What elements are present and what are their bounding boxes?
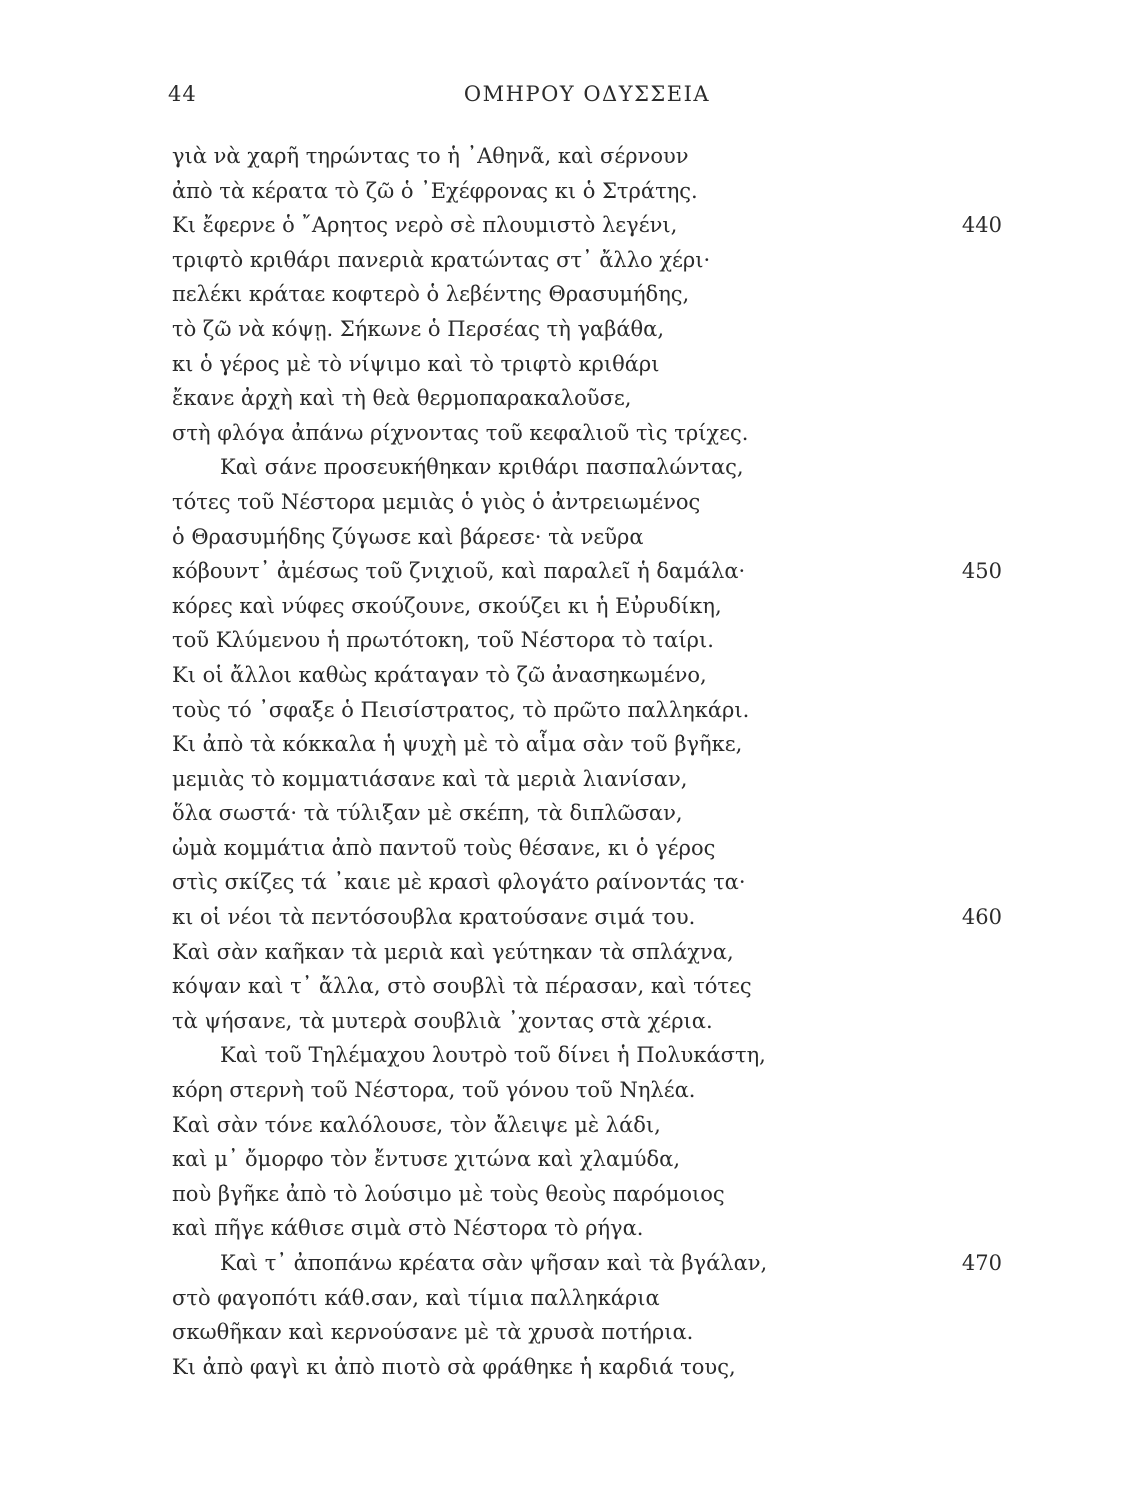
line-number: 470 [961,1251,1002,1275]
verse-text: καὶ μ᾿ ὄμορφο τὸν ἔντυσε χιτώνα καὶ χλαμύδα, [172,1147,681,1172]
verse-line [172,1246,1012,1281]
verse-text: κόψαν καὶ τ᾿ ἄλλα, στὸ σουβλὶ τὰ πέρασαν, καὶ τότες [172,974,752,999]
verse-text: ἀπὸ τὰ κέρατα τὸ ζῶ ὁ ᾿Εχέφρονας κι ὁ Στράτης. [172,178,698,203]
verse-line [172,623,1012,658]
verse-line [172,1315,1012,1350]
line-number: 440 [961,213,1002,238]
verse-line [172,1073,1012,1108]
verse-line [172,347,1012,382]
verse-text: στὴ φλόγα ἀπάνω ρίχνοντας τοῦ κεφαλιοῦ τὶς τρίχες. [172,420,749,445]
verse-line [172,416,1012,451]
verse-line [172,277,1012,312]
verse-line [172,243,1012,278]
verse-text: τοὺς τό ᾿σφαξε ὁ Πεισίστρατος, τὸ πρῶτο παλληκάρι. [172,697,750,722]
verse-text: ποὺ βγῆκε ἀπὸ τὸ λούσιμο μὲ τοὺς θεοὺς παρόμοιος [172,1181,725,1206]
verse-text: Κι ἀπὸ τὰ κόκκαλα ἡ ψυχὴ μὲ τὸ αἷμα σὰν τοῦ βγῆκε, [172,732,743,757]
verse-line [172,520,1012,555]
verse-text: Κι ἀπὸ φαγὶ κι ἀπὸ πιοτὸ σὰ φράθηκε ἡ καρδιά τους, [172,1354,736,1379]
running-title: ΟΜΗΡΟΥ ΟΔΥΣΣΕΙΑ [463,82,711,106]
verse-line [172,208,1012,243]
verse-text: Καὶ σὰν τόνε καλόλουσε, τὸν ἄλειψε μὲ λάδι, [172,1112,661,1137]
verse-text: Κι ἔφερνε ὁ ῎Αρητος νερὸ σὲ πλουμιστὸ λεγένι, [172,213,678,238]
verse-line [172,485,1012,520]
verse-text: γιὰ νὰ χαρῆ τηρώντας το ἡ ᾿Αθηνᾶ, καὶ σέρνουν [172,144,689,168]
verse-text: Καὶ σάνε προσευκήθηκαν κριθάρι πασπαλώντας, [220,455,744,480]
verse-line [172,1211,1012,1246]
verse-text: μεμιὰς τὸ κομματιάσανε καὶ τὰ μεριὰ λιανίσαν, [172,766,688,791]
verse-block [172,139,1012,1384]
verse-text: τοῦ Κλύμενου ἡ πρωτότοκη, τοῦ Νέστορα τὸ ταίρι. [172,628,714,653]
verse-line [172,1004,1012,1039]
verse-line [172,174,1012,209]
verse-line [172,1142,1012,1177]
verse-line [172,658,1012,693]
verse-line [172,796,1012,831]
verse-text: τότες τοῦ Νέστορα μεμιὰς ὁ γιὸς ὁ ἀντρειωμένος [172,489,701,514]
verse-text: ὠμὰ κομμάτια ἀπὸ παντοῦ τοὺς θέσανε, κι ὁ γέρος [172,835,716,860]
verse-line [172,381,1012,416]
verse-line [172,139,1012,174]
verse-line [172,762,1012,797]
verse-text: ὅλα σωστά· τὰ τύλιξαν μὲ σκέπη, τὰ διπλῶσαν, [172,801,683,826]
verse-line [172,1350,1012,1385]
verse-text: τὸ ζῶ νὰ κόψῃ. Σήκωνε ὁ Περσέας τὴ γαβάθα, [172,316,665,341]
verse-line [172,1177,1012,1212]
line-number: 450 [961,559,1002,584]
verse-line [172,589,1012,624]
verse-text: στὶς σκίζες τά ᾿καιε μὲ κρασὶ φλογάτο ραίνοντάς τα· [172,870,746,895]
verse-text: Καὶ τοῦ Τηλέμαχου λουτρὸ τοῦ δίνει ἡ Πολυκάστη, [220,1043,766,1068]
verse-line [172,865,1012,900]
verse-text: κόρες καὶ νύφες σκούζουνε, σκούζει κι ἡ Εὐρυδίκη, [172,593,722,618]
page-number: 44 [168,82,197,106]
verse-line [172,554,1012,589]
verse-text: κι ὁ γέρος μὲ τὸ νίψιμο καὶ τὸ τριφτὸ κριθάρι [172,351,660,376]
verse-text: πελέκι κράταε κοφτερὸ ὁ λεβέντης Θρασυμήδης, [172,282,690,307]
verse-line [172,727,1012,762]
verse-text: κι οἱ νέοι τὰ πεντόσουβλα κρατούσανε σιμά του. [172,905,696,930]
verse-text: τὰ ψήσανε, τὰ μυτερὰ σουβλιὰ ᾿χοντας στὰ χέρια. [172,1008,713,1033]
verse-text: καὶ πῆγε κάθισε σιμὰ στὸ Νέστορα τὸ ρήγα. [172,1216,644,1241]
verse-text: Κι οἱ ἄλλοι καθὼς κράταγαν τὸ ζῶ ἀνασηκωμένο, [172,662,707,687]
line-number: 460 [961,905,1002,930]
verse-line [172,900,1012,935]
verse-line [172,1281,1012,1316]
verse-text: κόρη στερνὴ τοῦ Νέστορα, τοῦ γόνου τοῦ Νηλέα. [172,1078,696,1103]
verse-text: Καὶ σὰν καῆκαν τὰ μεριὰ καὶ γεύτηκαν τὰ σπλάχνα, [172,939,734,964]
verse-line [172,1108,1012,1143]
verse-text: ὁ Θρασυμήδης ζύγωσε καὶ βάρεσε· τὰ νεῦρα [172,524,644,549]
verse-line [172,969,1012,1004]
verse-text: κόβουντ᾿ ἀμέσως τοῦ ζνιχιοῦ, καὶ παραλεῖ ἡ δαμάλα· [172,559,746,584]
verse-text: στὸ φαγοπότι κάθ.σαν, καὶ τίμια παλληκάρια [172,1285,660,1310]
verse-text: σκωθῆκαν καὶ κερνούσανε μὲ τὰ χρυσὰ ποτήρια. [172,1320,694,1345]
verse-line [172,831,1012,866]
verse-text: Καὶ τ᾿ ἀποπάνω κρέατα σὰν ψῆσαν καὶ τὰ βγάλαν, [220,1251,768,1275]
verse-line [172,1038,1012,1073]
verse-text: ἔκανε ἀρχὴ καὶ τὴ θεὰ θερμοπαρακαλοῦσε, [172,386,632,411]
verse-line [172,450,1012,485]
page-header [168,82,1006,112]
verse-text: τριφτὸ κριθάρι πανεριὰ κρατώντας στ᾿ ἄλλο χέρι· [172,247,711,272]
verse-line [172,312,1012,347]
verse-line [172,693,1012,728]
verse-line [172,935,1012,970]
